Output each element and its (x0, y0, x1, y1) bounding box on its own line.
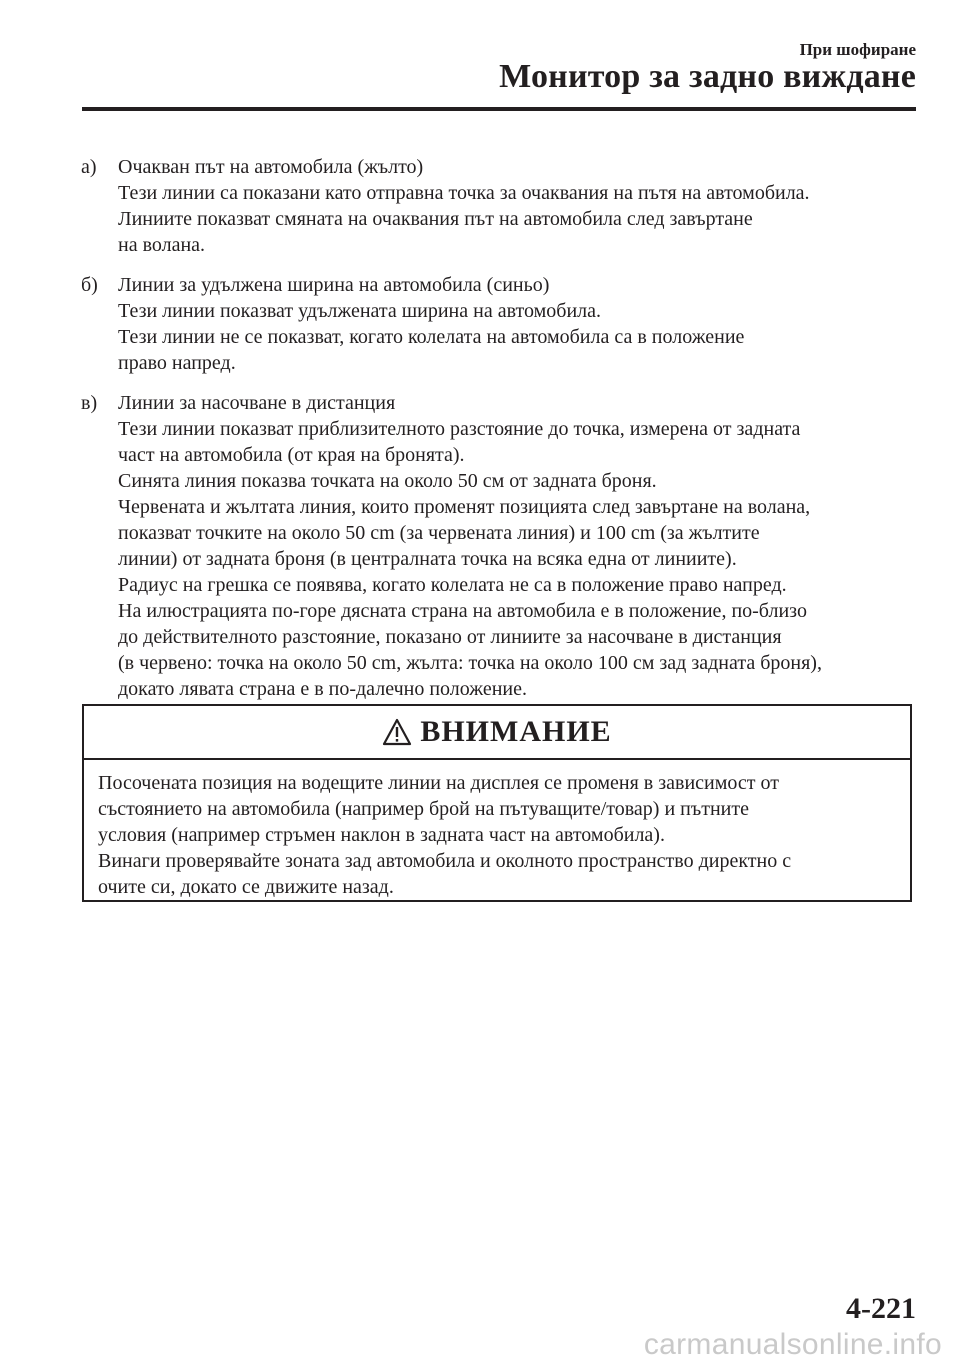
warning-triangle-icon (382, 718, 412, 746)
list-item (72, 154, 922, 258)
caution-header (84, 706, 910, 760)
item-text: на волана. (118, 234, 206, 256)
item-text: до действителното разстояние, показано от линиите за насочване в дистанция (118, 626, 782, 648)
item-text: показват точките на около 50 cm (за червената линия) и 100 cm (за жълтите (118, 522, 760, 544)
item-text: докато лявата страна е в по-далечно положение. (118, 678, 527, 700)
item-marker: в) (81, 392, 98, 414)
item-text: Тези линии са показани като отправна точка за очаквания на пътя на автомобила. (118, 182, 810, 204)
section-label: При шофиране (799, 40, 916, 59)
caution-text: очите си, докато се движите назад. (98, 876, 394, 898)
item-text: част на автомобила (от края на бронята). (118, 444, 465, 466)
item-text: право напред. (118, 352, 236, 374)
item-text: (в червено: точка на около 50 cm, жълта: точка на около 100 см зад задната броня), (118, 652, 822, 674)
caution-box (82, 704, 912, 902)
item-text: Тези линии показват приблизителното разстояние до точка, измерена от задната (118, 418, 801, 440)
item-marker: б) (81, 274, 98, 296)
item-text: Тези линии показват удължената ширина на автомобила. (118, 300, 602, 322)
page-header (0, 0, 960, 120)
item-text: Червената и жълтата линия, които променят позицията след завъртане на волана, (118, 496, 811, 518)
item-text: Тези линии не се показват, когато колелата на автомобила са в положение (118, 326, 745, 348)
item-text: Линиите показват смяната на очаквания път на автомобила след завъртане (118, 208, 753, 230)
item-heading: Очакван път на автомобила (жълто) (118, 156, 424, 178)
item-text: Синята линия показва точката на около 50 см от задната броня. (118, 470, 657, 492)
caution-text: състоянието на автомобила (например брой на пътуващите/товар) и пътните (98, 798, 749, 820)
page-title: Монитор за задно виждане (499, 58, 916, 95)
page-number: 4-221 (846, 1292, 916, 1325)
item-text: Радиус на грешка се появява, когато колелата не са в положение право напред. (118, 574, 787, 596)
item-marker: а) (81, 156, 97, 178)
guide-line-descriptions (72, 154, 922, 716)
watermark: carmanualsonline.info (643, 1328, 942, 1361)
item-text: линии) от задната броня (в централната точка на всяка една от линиите). (118, 548, 737, 570)
list-item (72, 272, 922, 376)
item-text: На илюстрацията по-горе дясната страна на автомобила е в положение, по-близо (118, 600, 807, 622)
list-item (72, 390, 922, 702)
caution-title: ВНИМАНИЕ (420, 715, 612, 748)
caution-text: Винаги проверявайте зоната зад автомобила и околното пространство директно с (98, 850, 792, 872)
header-rule (82, 107, 916, 111)
item-heading: Линии за насочване в дистанция (118, 392, 396, 414)
caution-body (84, 760, 910, 900)
caution-text: условия (например стръмен наклон в задната част на автомобила). (98, 824, 665, 846)
item-heading: Линии за удължена ширина на автомобила (синьо) (118, 274, 550, 296)
caution-text: Посочената позиция на водещите линии на дисплея се променя в зависимост от (98, 772, 779, 794)
